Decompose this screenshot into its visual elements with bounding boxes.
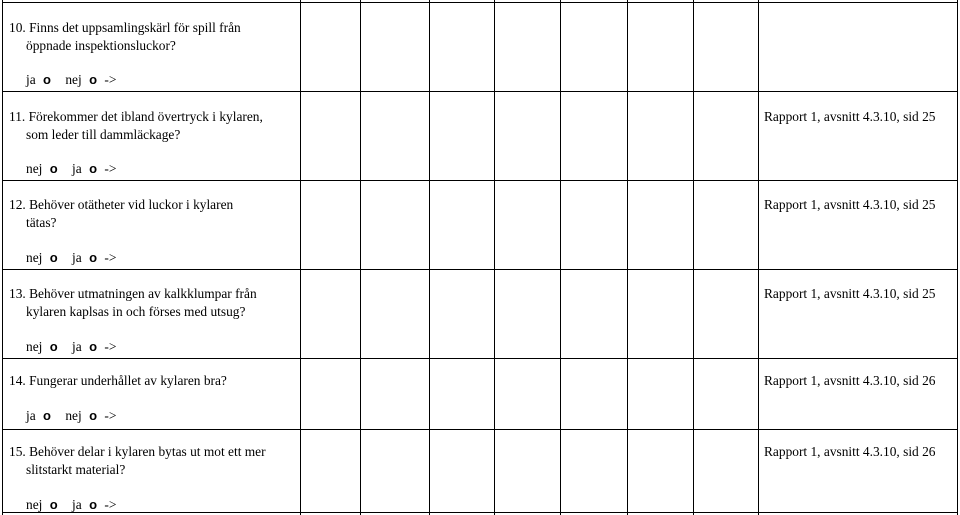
option-checkbox[interactable]: o — [89, 497, 98, 512]
report-reference: Rapport 1, avsnitt 4.3.10, sid 25 — [764, 109, 936, 124]
option-label: ja — [72, 339, 82, 354]
option-checkbox[interactable]: o — [43, 408, 51, 423]
report-reference: Rapport 1, avsnitt 4.3.10, sid 26 — [764, 373, 936, 388]
question-line: 13. Behöver utmatningen av kalkklumpar från — [9, 286, 257, 301]
report-reference: Rapport 1, avsnitt 4.3.10, sid 26 — [764, 444, 936, 459]
question-line: tätas? — [26, 215, 57, 230]
option-label: ja — [26, 408, 36, 423]
table-border-left — [2, 0, 3, 515]
question-line: som leder till dammläckage? — [26, 127, 181, 142]
option-checkbox[interactable]: o — [43, 72, 51, 87]
report-reference: Rapport 1, avsnitt 4.3.10, sid 25 — [764, 286, 936, 301]
option-label: ja — [72, 497, 82, 512]
row-divider — [2, 269, 958, 270]
option-label: ja — [72, 161, 82, 176]
row-divider — [2, 91, 958, 92]
answer-options — [26, 407, 116, 425]
question-text — [9, 108, 299, 144]
question-line: kylaren kaplsas in och förses med utsug? — [26, 304, 246, 319]
option-label: ja — [26, 72, 36, 87]
option-label: nej — [65, 72, 82, 87]
question-line: 15. Behöver delar i kylaren bytas ut mot ett mer — [9, 444, 266, 459]
row-divider — [2, 512, 958, 513]
option-checkbox[interactable]: o — [89, 161, 98, 176]
column-divider — [758, 0, 759, 515]
question-text — [9, 372, 299, 390]
option-checkbox[interactable]: o — [89, 72, 98, 87]
column-divider — [360, 0, 361, 515]
answer-options — [26, 71, 116, 89]
question-text — [9, 196, 299, 232]
question-line: 14. Fungerar underhållet av kylaren bra? — [9, 373, 227, 388]
column-divider — [627, 0, 628, 515]
option-checkbox[interactable]: o — [89, 339, 98, 354]
question-text — [9, 285, 299, 321]
answer-options — [26, 249, 116, 267]
answer-options — [26, 160, 116, 178]
column-divider — [693, 0, 694, 515]
question-line: öppnade inspektionsluckor? — [26, 38, 176, 53]
arrow-icon: -> — [104, 72, 117, 87]
option-checkbox[interactable]: o — [89, 408, 98, 423]
arrow-icon: -> — [104, 339, 117, 354]
arrow-icon: -> — [104, 408, 117, 423]
report-reference: Rapport 1, avsnitt 4.3.10, sid 25 — [764, 197, 936, 212]
arrow-icon: -> — [104, 497, 117, 512]
option-label: ja — [72, 250, 82, 265]
row-divider — [2, 2, 958, 3]
arrow-icon: -> — [104, 250, 117, 265]
column-divider — [494, 0, 495, 515]
table-border-right — [957, 0, 958, 515]
question-line: 12. Behöver otätheter vid luckor i kylaren — [9, 197, 234, 212]
question-line: 10. Finns det uppsamlingskärl för spill från — [9, 20, 241, 35]
option-label: nej — [26, 161, 43, 176]
column-divider — [300, 0, 301, 515]
option-checkbox[interactable]: o — [49, 161, 58, 176]
option-label: nej — [26, 339, 43, 354]
answer-options — [26, 496, 116, 514]
option-label: nej — [26, 250, 43, 265]
option-checkbox[interactable]: o — [49, 339, 58, 354]
row-divider — [2, 429, 958, 430]
row-divider — [2, 180, 958, 181]
option-checkbox[interactable]: o — [49, 250, 58, 265]
question-line: slitstarkt material? — [26, 462, 126, 477]
question-text — [9, 19, 299, 55]
column-divider — [560, 0, 561, 515]
answer-options — [26, 338, 116, 356]
column-divider — [429, 0, 430, 515]
option-checkbox[interactable]: o — [49, 497, 58, 512]
option-label: nej — [26, 497, 43, 512]
row-divider — [2, 358, 958, 359]
arrow-icon: -> — [104, 161, 117, 176]
option-checkbox[interactable]: o — [89, 250, 98, 265]
option-label: nej — [65, 408, 82, 423]
question-line: 11. Förekommer det ibland övertryck i kylaren, — [9, 109, 263, 124]
question-text — [9, 443, 299, 479]
